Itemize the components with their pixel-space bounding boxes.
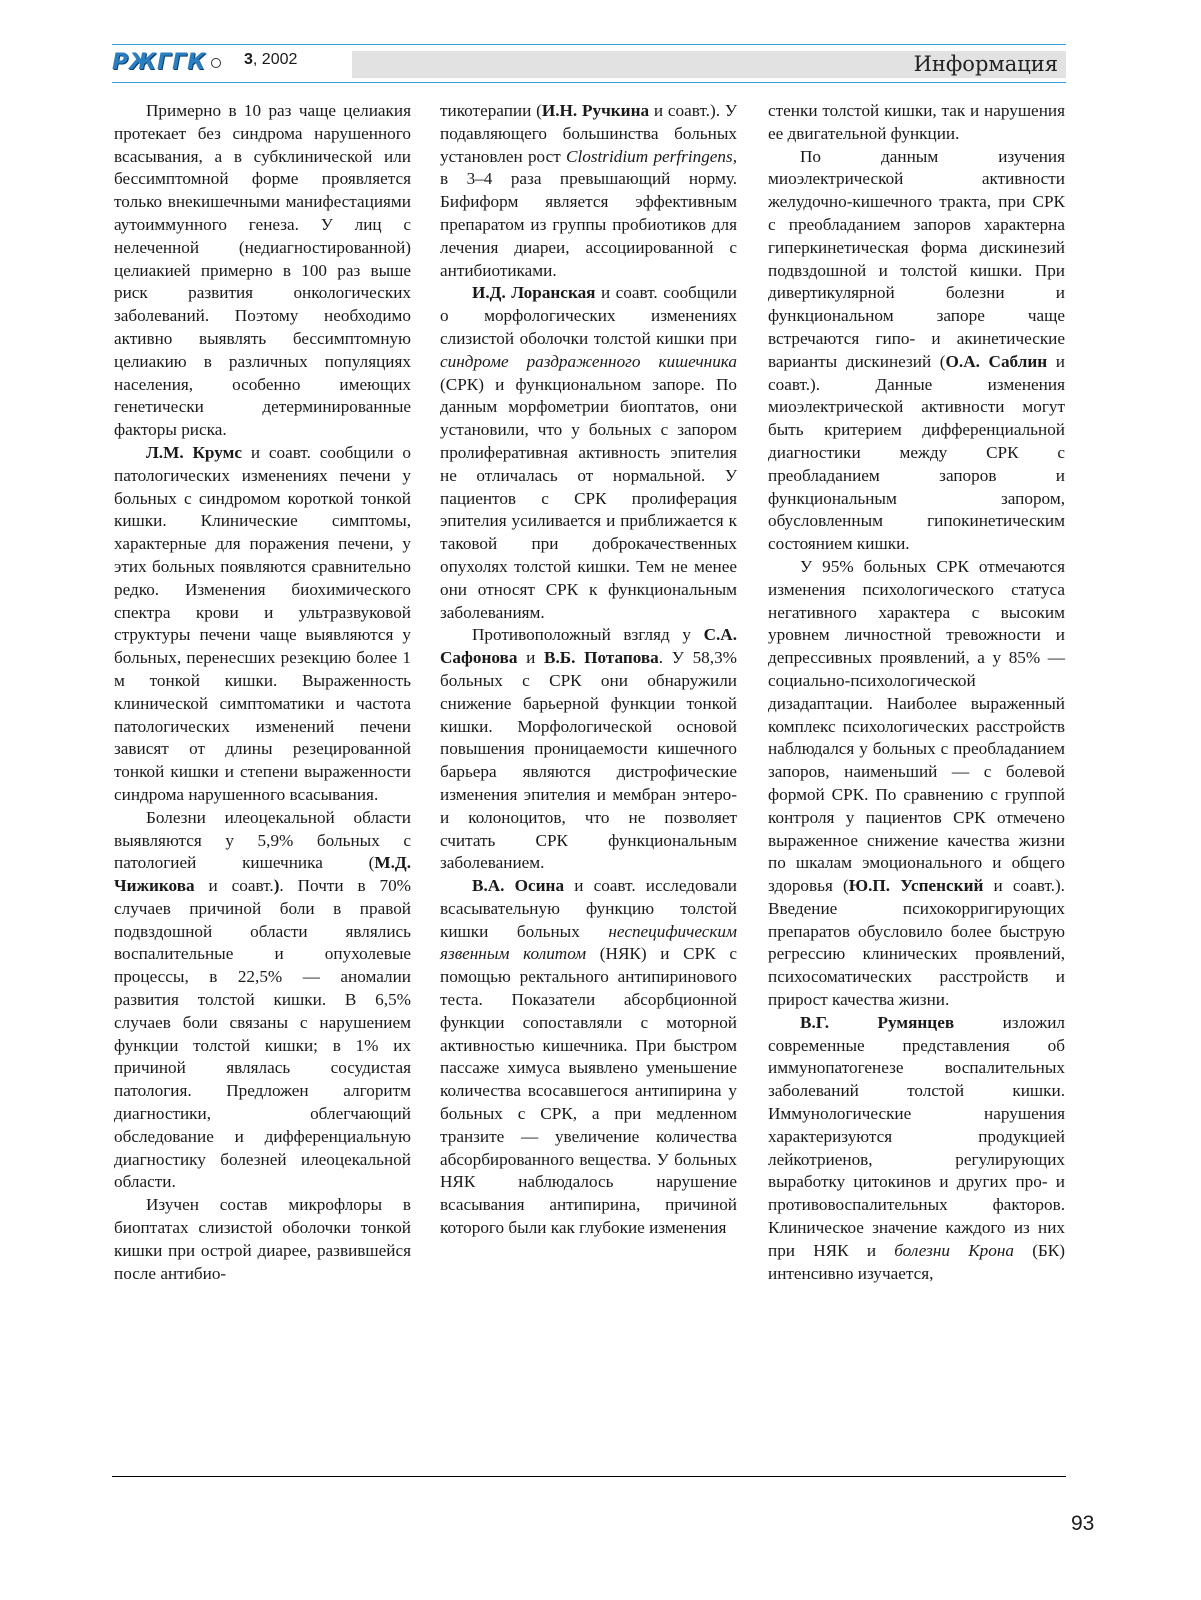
paragraph	[768, 146, 1065, 556]
text-run: . У 58,3% больных с СРК они обнаружили снижение барьерной функции тонкой кишки. Морфологической основой повышения проницаемости кишечного барьера являются дистрофические изменения эпителия и мембран энтеро- и колоноцитов, что не позволяет считать СРК функциональным заболеванием.	[440, 648, 737, 873]
emphasis-text: Clostridium perfringens	[566, 146, 733, 166]
text-run: и соавт. исследовали всасывательную функцию толстой кишки больных	[440, 876, 738, 941]
circle-bullet-icon	[211, 58, 221, 68]
header-top-rule	[112, 44, 1066, 45]
text-run: и соавт.	[194, 876, 274, 896]
paragraph	[768, 1012, 1065, 1286]
issue-info	[244, 51, 297, 69]
text-column-2	[440, 100, 737, 1240]
page-number: 93	[1071, 1512, 1095, 1535]
author-name: )	[273, 876, 280, 896]
emphasis-text: синдроме раздраженного кишечника	[440, 351, 737, 371]
text-run: (СРК) и функциональном запоре. По данным морфометрии биоптатов, они установили, что у больных с запором пролиферативная активность эпителия не отличалась от нормальной. У пациентов с СРК пролиферация эпителия усиливается и приближается к таковой при доброкачественных опухолях толстой кишки. Тем не менее они относят СРК к функциональным заболеваниям.	[440, 374, 737, 622]
text-column-1	[114, 100, 411, 1285]
paragraph	[768, 556, 1065, 1012]
text-run: и соавт. сообщили о морфологических изменениях слизистой оболочки толстой кишки при	[440, 283, 737, 348]
page-header	[0, 0, 1201, 90]
paragraph	[114, 807, 411, 1195]
journal-logo: РЖГГК	[112, 50, 207, 75]
text-run: . Почти в 70% случаев причиной боли в правой подвздошной области являлись воспалительные и опухолевые процессы, в 22,5% — аномалии развития толстой кишки. В 6,5% случаев боли связаны с нарушением функции толстой кишки; в 1% их причиной являлась сосудистая патология. Предложен алгоритм диагностики, облегчающий обследование и дифференциальную диагностику болезней илеоцекальной области.	[114, 876, 411, 1192]
text-run: Примерно в 10 раз чаще целиакия протекает без синдрома нарушенного всасывания, а в субклинической или бессимптомной форме проявляется только внекишечными манифестациями аутоиммунного генеза. У лиц с нелеченной (недиагностированной) целиакией примерно в 100 раз выше риск развития онкологических заболеваний. Поэтому необходимо активно выявлять бессимптомную целиакию в различных популяциях населения, особенно имеющих генетически детерминированные факторы риска.	[114, 101, 411, 440]
paragraph	[440, 100, 737, 282]
text-run: По данным изучения миоэлектрической активности желудочно-кишечного тракта, при СРК с преобладанием запоров характерна гиперкинетическая форма дискинезий подвздошной и толстой кишки. При дивертикулярной болезни и функциональном запоре чаще встречаются гипо- и акинетические варианты дискинезий (	[768, 146, 1065, 371]
author-name: В.Б. Потапова	[543, 648, 659, 668]
author-name: С.А. Сафонова	[440, 625, 737, 668]
text-run: У 95% больных СРК отмечаются изменения психологического статуса негативного характера с высоким уровнем личностной тревожности и депрессивных проявлений, а у 85% — социально-психологической дизадаптации. Наиболее выраженный комплекс психологических расстройств наблюдался у больных с преобладанием запоров, наименьший — с болевой формой СРК. По сравнению с группой контроля у пациентов СРК отмечено выраженное снижение качества жизни по шкалам эмоционального и общего здоровья (	[768, 556, 1065, 896]
author-name: И.Д. Лоранская	[472, 283, 596, 303]
text-run: тикотерапии (	[440, 101, 542, 120]
header-bottom-rule	[112, 82, 1066, 83]
text-run: (БК) интенсивно изучается,	[768, 1240, 1065, 1283]
text-run: Изучен состав микрофлоры в биоптатах слизистой оболочки тонкой кишки при острой диарее, развившейся после антибио-	[114, 1195, 411, 1283]
author-name: В.А. Осина	[472, 876, 565, 896]
author-name: Ю.П. Успенский	[848, 876, 984, 896]
author-name: О.А. Саблин	[945, 351, 1048, 371]
text-run: (НЯК) и СРК с помощью ректального антипиринового теста. Показатели абсорбционной функции сопоставляли с моторной активностью кишечника. При быстром пассаже химуса выявлено уменьшение количества всосавшегося антипирина у больных с СРК, а при медленном транзите — увеличение количества абсорбированного вещества. У больных НЯК наблюдалось нарушение всасывания антипирина, причиной которого были как глубокие изменения	[440, 944, 737, 1238]
text-run: стенки толстой кишки, так и нарушения ее двигательной функции.	[768, 101, 1065, 143]
text-run: изложил современные представления об иммунопатогенезе воспалительных заболеваний толстой кишки. Иммунологические нарушения характеризуются продукцией лейкотриенов, регулирующих выработку цитокинов и других про- и противовоспалительных факторов. Клиническое значение каждого из них при НЯК и	[768, 1012, 1065, 1260]
emphasis-text: неспецифическим язвенным колитом	[440, 921, 737, 964]
paragraph	[768, 100, 1065, 146]
paragraph	[114, 442, 411, 807]
paragraph	[440, 624, 737, 875]
text-run: Болезни илеоцекальной области выявляются у 5,9% больных с патологией кишечника (	[114, 807, 411, 873]
section-title: Информация	[913, 52, 1058, 76]
paragraph	[440, 875, 737, 1240]
issue-number: 3	[244, 51, 253, 68]
issue-year: , 2002	[252, 51, 298, 68]
author-name: В.Г. Румянцев	[800, 1012, 955, 1032]
text-run: и	[517, 648, 544, 668]
author-name: Л.М. Крумс	[146, 442, 242, 462]
text-column-3	[768, 100, 1065, 1285]
paragraph	[114, 1194, 411, 1285]
text-run: и соавт.). У подавляющего большинства больных установлен рост	[440, 101, 737, 166]
text-run: и соавт. сообщили о патологических изменениях печени у больных с синдромом короткой тонкой кишки. Клинические симптомы, характерные для поражения печени, у этих больных появляются сравнительно редко. Изменения биохимического спектра крови и ультразвуковой структуры печени чаще выявляются у больных, перенесших резекцию более 1 м тонкой кишки. Выраженность клинической симптоматики и частота патологических изменений печени зависят от длины резецированной тонкой кишки и степени выраженности синдрома нарушенного всасывания.	[114, 442, 411, 804]
author-name: И.Н. Ручкина	[541, 101, 650, 120]
text-run: , в 3–4 раза превышающий норму. Бифиформ является эффективным препаратом из группы пробиотиков для лечения диареи, ассоциированной с антибиотиками.	[440, 146, 737, 280]
text-run: Противоположный взгляд у	[472, 625, 704, 645]
author-name: М.Д. Чижикова	[114, 853, 411, 896]
text-run: и соавт.). Введение психокорригирующих препаратов обусловило более быструю регрессию клинических проявлений, психосоматических расстройств и прирост качества жизни.	[768, 876, 1065, 1010]
paragraph	[440, 282, 737, 624]
section-bar	[352, 51, 1066, 78]
footer-rule	[112, 1476, 1066, 1477]
text-run: и соавт.). Данные изменения миоэлектрической активности могут быть критерием дифференциальной диагностики между СРК с преобладанием запоров и функциональным запором, обусловленным гипокинетическим состоянием кишки.	[768, 351, 1066, 554]
paragraph	[114, 100, 411, 442]
emphasis-text: болезни Крона	[894, 1240, 1014, 1260]
